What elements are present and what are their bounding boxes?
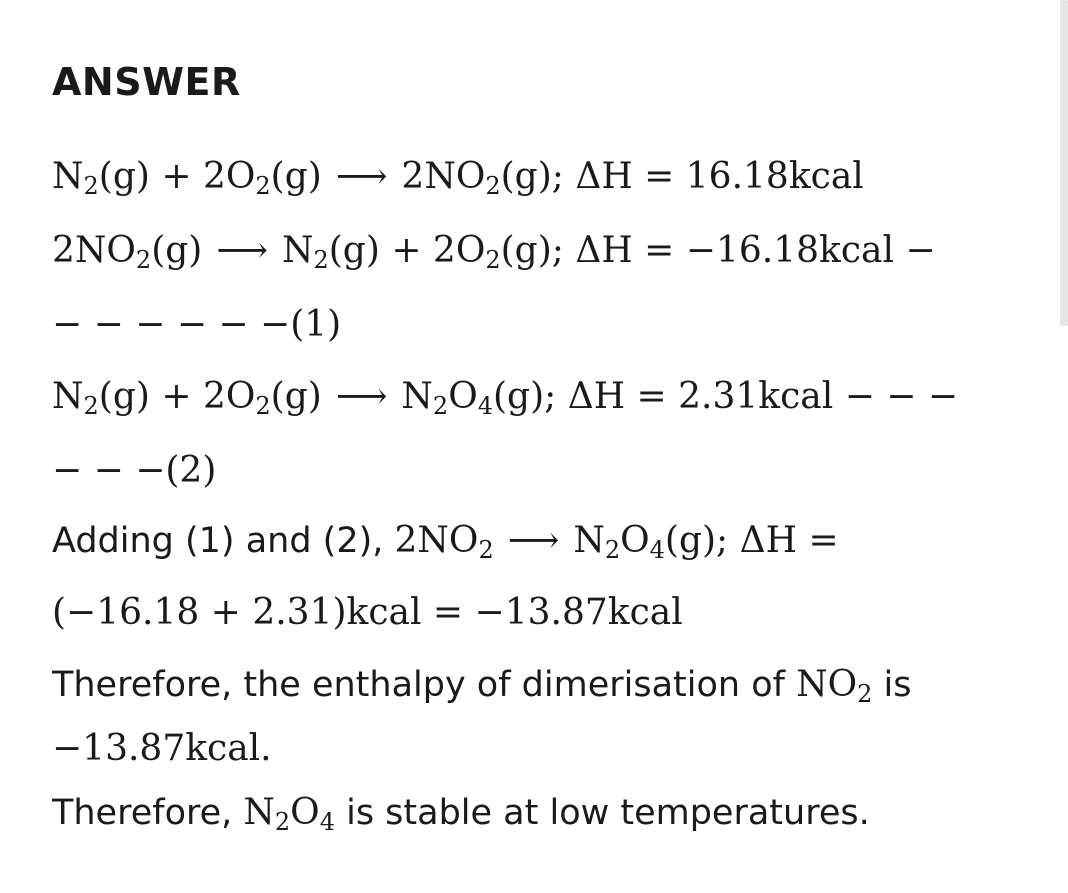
adding-rhs-b-sub: 4 xyxy=(649,536,665,564)
conclusion-2 xyxy=(52,788,870,838)
eq1-right-b: (g); ΔH = 16.18kcal xyxy=(500,156,864,197)
equation-2 xyxy=(52,226,936,276)
eq1-left-b-sub: 2 xyxy=(255,172,271,200)
eq2-right-b-sub: 2 xyxy=(485,246,501,274)
eq1-right-a-sub: 2 xyxy=(485,172,501,200)
adding-continuation: (−16.18 + 2.31)kcal = −13.87kcal xyxy=(52,592,683,633)
eq2-left-b: (g) xyxy=(151,230,203,271)
eq2-right-a-sub: 2 xyxy=(313,246,329,274)
adding-lhs: 2NO xyxy=(394,520,479,561)
conclusion-2-text: Therefore, xyxy=(52,793,244,833)
conclusion-1-tail: is xyxy=(872,665,912,705)
eq3-arrow: ⟶ xyxy=(335,376,388,417)
adding-rhs-b: O xyxy=(620,520,650,561)
equation-1 xyxy=(52,152,864,202)
eq3-right-a-sub: 2 xyxy=(432,392,449,420)
eq1-right-a: 2NO xyxy=(401,156,486,197)
eq2-left-a-sub: 2 xyxy=(135,246,152,274)
adding-rhs-a-sub: 2 xyxy=(604,536,621,564)
conclusion-1-text: Therefore, the enthalpy of dimerisation of xyxy=(52,665,797,705)
eq1-left-a-sub: 2 xyxy=(83,172,99,200)
conclusion-1-value: −13.87kcal. xyxy=(52,728,272,769)
conclusion-2-formula-b-sub: 4 xyxy=(319,808,335,836)
conclusion-1-formula-sub: 2 xyxy=(857,680,873,708)
eq1-left-c: (g) xyxy=(270,156,322,197)
scrollbar-thumb[interactable] xyxy=(1060,0,1068,326)
scrollbar[interactable] xyxy=(1060,0,1068,893)
eq2-right-a: N xyxy=(281,230,314,271)
adding-rhs-c: (g); ΔH = xyxy=(664,520,839,561)
eq3-left-a-sub: 2 xyxy=(83,392,99,420)
conclusion-1-formula: NO xyxy=(796,664,858,705)
eq1-arrow: ⟶ xyxy=(335,156,388,197)
adding-line xyxy=(52,516,839,566)
equation-3-continuation: − − −(2) xyxy=(52,450,217,491)
conclusion-2-tail: is stable at low temperatures. xyxy=(334,793,870,833)
conclusion-2-formula-a-sub: 2 xyxy=(274,808,291,836)
eq3-right-b-sub: 4 xyxy=(477,392,493,420)
equation-3 xyxy=(52,372,958,422)
eq3-left-c: (g) xyxy=(270,376,322,417)
answer-heading: ANSWER xyxy=(52,60,241,104)
eq2-arrow: ⟶ xyxy=(216,230,268,271)
adding-lhs-sub: 2 xyxy=(478,536,494,564)
adding-text: Adding (1) and (2), xyxy=(52,521,395,561)
eq3-right-c: (g); ΔH = 2.31kcal − − − xyxy=(493,376,959,417)
eq3-right-b: O xyxy=(448,376,478,417)
equation-2-continuation: − − − − − −(1) xyxy=(52,304,342,345)
eq2-left-a: 2NO xyxy=(52,230,136,271)
eq3-left-b-sub: 2 xyxy=(255,392,271,420)
eq2-right-c: (g); ΔH = −16.18kcal − xyxy=(500,230,936,271)
eq1-left-a: N xyxy=(52,156,84,197)
conclusion-2-formula-b: O xyxy=(290,792,320,833)
adding-arrow: ⟶ xyxy=(507,520,560,561)
eq3-left-a: N xyxy=(52,376,84,417)
conclusion-2-formula-a: N xyxy=(243,792,275,833)
conclusion-1 xyxy=(52,660,911,710)
adding-rhs-a: N xyxy=(573,520,605,561)
eq3-right-a: N xyxy=(401,376,433,417)
eq2-right-b: (g) + 2O xyxy=(328,230,486,271)
eq1-left-b: (g) + 2O xyxy=(98,156,256,197)
eq3-left-b: (g) + 2O xyxy=(98,376,256,417)
